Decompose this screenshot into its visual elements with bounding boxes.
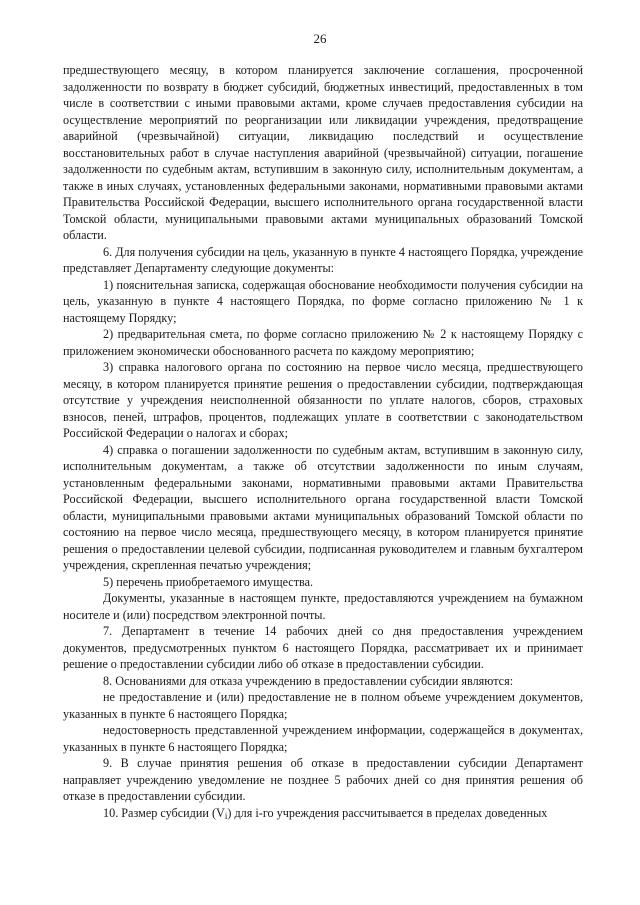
paragraph-last — [63, 805, 583, 822]
paragraph: предшествующего месяцу, в котором планируется заключение соглашения, просроченной задолженности по возврату в бюджет субсидий, бюджетных инвестиций, предоставленных в том числе в соответствии с иными правовыми актами, кроме случаев предоставления субсидии на осуществление мероприятий по реорганизации или ликвидации учреждения, предотвращение аварийной (чрезвычайной) ситуации, ликвидацию последствий и осуществление восстановительных работ в случае наступления аварийной (чрезвычайной) ситуации, погашение задолженности по судебным актам, вступившим в законную силу, исполнительным документам, а также в иных случаях, установленных федеральными законами, нормативными правовыми актами Правительства Российской Федерации, высшего исполнительного органа государственной власти Томской области, муниципальными правовыми актами муниципальных образований Томской области. — [63, 63, 583, 242]
list-item: не предоставление и (или) предоставление не в полном объеме учреждением документов, указанных в пункте 6 настоящего Порядка; — [63, 690, 583, 721]
list-item: недостоверность представленной учреждением информации, содержащейся в документах, указанных в пункте 6 настоящего Порядка; — [63, 723, 583, 754]
list-item: 4) справка о погашении задолженности по судебным актам, вступившим в законную силу, исполнительным документам, а также об отсутствии задолженности по иным случаям, установленным федеральными законами, нормативными правовыми актами Правительства Российской Федерации, высшего исполнительного органа государственной власти Томской области, муниципальными правовыми актами муниципальных образований Томской области по состоянию на первое число месяца, предшествующего месяцу, в котором планируется принятие решения о предоставлении целевой субсидии, подписанная руководителем и главным бухгалтером учреждения, скрепленная печатью учреждения; — [63, 442, 583, 572]
list-item: 5) перечень приобретаемого имущества. — [103, 574, 314, 589]
paragraph: Документы, указанные в настоящем пункте, предоставляются учреждением на бумажном носителе и (или) посредством электронной почты. — [63, 591, 583, 622]
list-item: 3) справка налогового органа по состоянию на первое число месяца, предшествующего месяцу, в котором планируется принятие решения о предоставлении субсидии, подтверждающая отсутствие у учреждения неисполненной обязанности по уплате налогов, сборов, страховых взносов, пеней, штрафов, процентов, подлежащих уплате в соответствии с законодательством Российской Федерации о налогах и сборах; — [63, 360, 583, 440]
subscript-index: i — [224, 810, 228, 821]
paragraph: 6. Для получения субсидии на цель, указанную в пункте 4 настоящего Порядка, учреждение представляет Департаменту следующие документы: — [63, 244, 583, 275]
paragraph-text-start: 10. Размер субсидии (V — [103, 805, 225, 820]
paragraph: 9. В случае принятия решения об отказе в предоставлении субсидии Департамент направляет учреждению уведомление не позднее 5 рабочих дней со дня принятия решения об отказе в предоставлении субсидии. — [63, 756, 583, 803]
page-number: 26 — [313, 31, 327, 46]
paragraph: 7. Департамент в течение 14 рабочих дней со дня предоставления учреждением документов, предусмотренных пунктом 6 настоящего Порядка, рассматривает их и принимает решение о предоставлении субсидии либо об отказе в предоставлении субсидии. — [63, 624, 583, 671]
paragraph-text-end: ) для i-го учреждения рассчитывается в пределах доведенных — [227, 805, 548, 820]
paragraph: 8. Основаниями для отказа учреждению в предоставлении субсидии являются: — [103, 673, 514, 688]
list-item: 1) пояснительная записка, содержащая обоснование необходимости получения субсидии на цель, указанную в пункте 4 настоящего Порядка, по форме согласно приложению № 1 к настоящему Порядку; — [63, 277, 583, 325]
list-item: 2) предварительная смета, по форме согласно приложению № 2 к настоящему Порядку с приложением экономически обоснованного расчета по каждому мероприятию; — [63, 327, 583, 358]
document-body — [63, 62, 583, 821]
